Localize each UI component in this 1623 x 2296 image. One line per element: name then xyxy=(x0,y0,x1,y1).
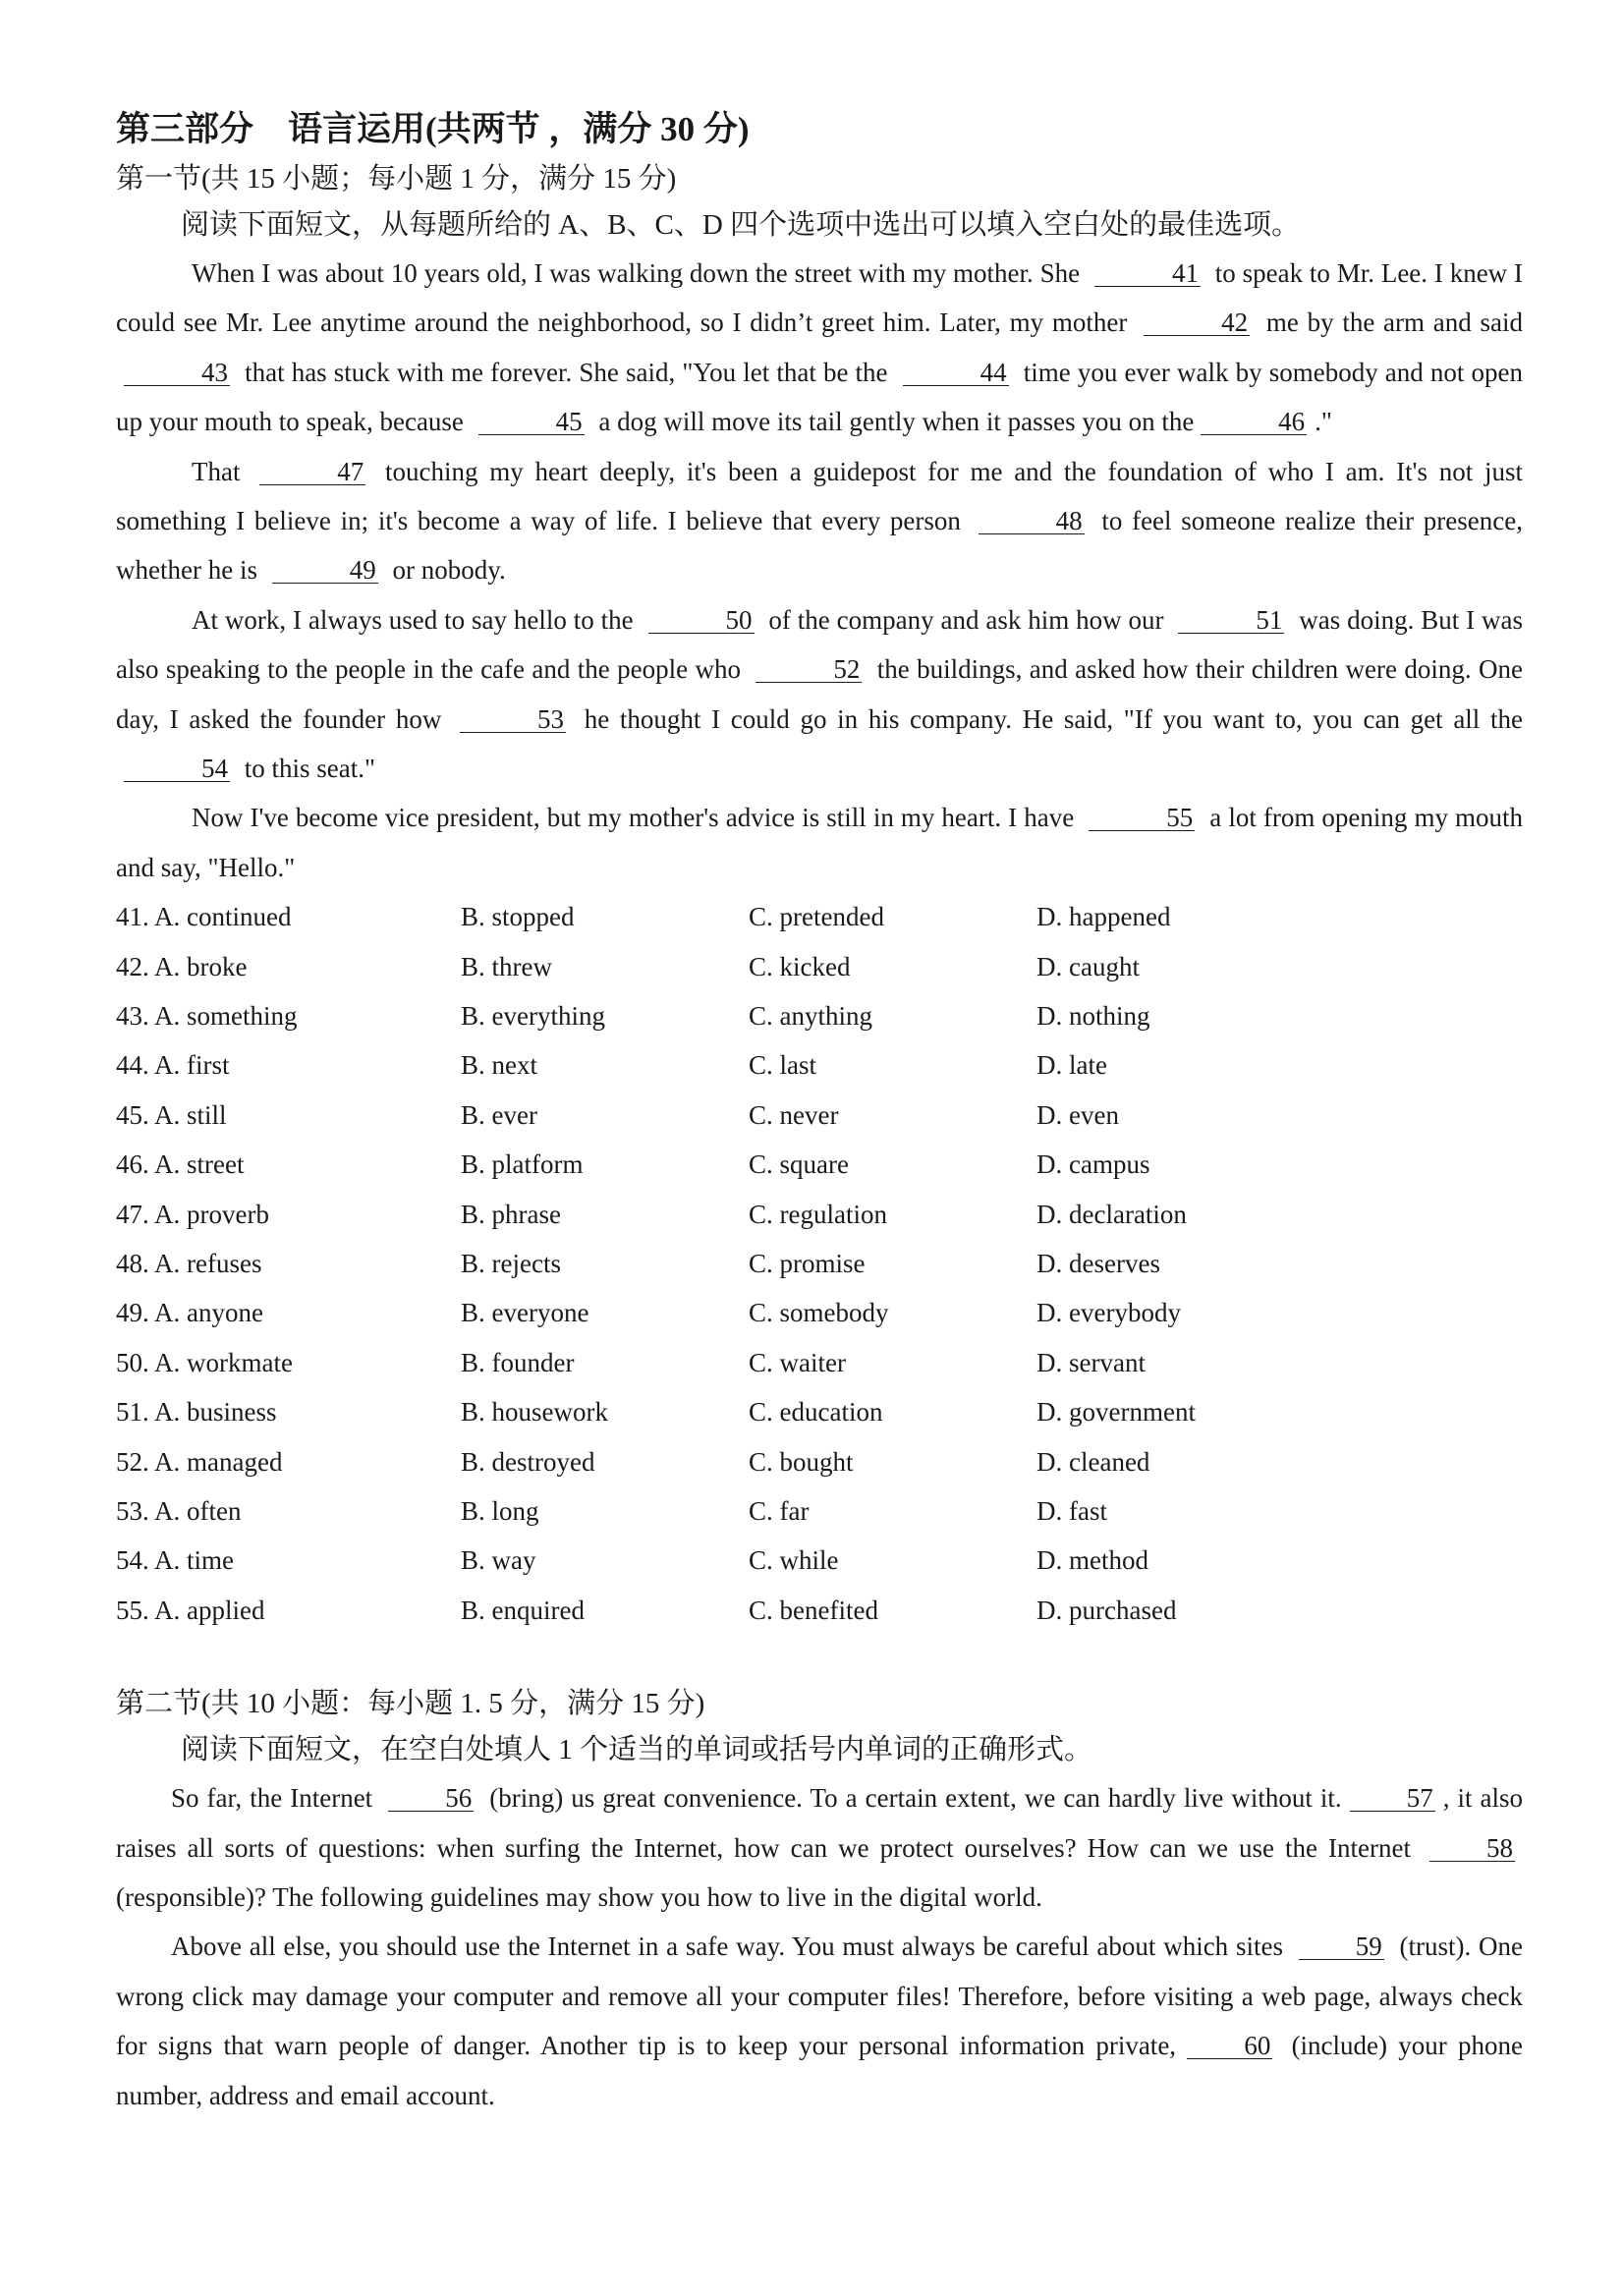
option-a: 45. A. still xyxy=(116,1099,227,1130)
passage-text: he thought I could go in his company. He said, "If you want to, you can get all the xyxy=(574,703,1523,734)
blank-41: 41 xyxy=(1094,260,1201,287)
passage-paragraph xyxy=(116,447,1523,595)
option-d: D. everybody xyxy=(1036,1298,1181,1328)
option-row xyxy=(116,991,1523,1040)
passage-text: a lot from opening my mouth and say, "Hello." xyxy=(116,803,1523,882)
passage-text: At work, I always used to say hello to the xyxy=(192,604,641,635)
option-d: D. nothing xyxy=(1036,1001,1150,1032)
blank-49: 49 xyxy=(272,557,378,584)
passage-paragraph xyxy=(116,793,1523,892)
blank-43: 43 xyxy=(124,360,230,386)
option-b: B. founder xyxy=(461,1347,575,1377)
passage-text: of the company and ask him how our xyxy=(761,604,1171,635)
option-c: C. pretended xyxy=(749,902,884,932)
blank-52: 52 xyxy=(756,656,862,683)
passage-text: That xyxy=(192,456,252,486)
option-row xyxy=(116,1091,1523,1140)
option-d: D. cleaned xyxy=(1036,1446,1150,1477)
exam-page xyxy=(116,110,1523,2120)
passage-text: the buildings, and asked how their children were doing. One day, I asked the founder how xyxy=(116,654,1523,734)
option-row xyxy=(116,1140,1523,1189)
option-b: B. enquired xyxy=(461,1595,585,1625)
blank-56: 56 xyxy=(388,1785,474,1812)
option-row xyxy=(116,1387,1523,1436)
option-b: B. threw xyxy=(461,951,552,981)
passage-paragraph xyxy=(116,1922,1523,2120)
blank-55: 55 xyxy=(1089,805,1195,831)
section2-passage xyxy=(116,1773,1523,2120)
blank-45: 45 xyxy=(478,409,585,435)
blank-44: 44 xyxy=(903,360,1009,386)
option-b: B. everything xyxy=(461,1001,605,1032)
option-c: C. kicked xyxy=(749,951,851,981)
option-row xyxy=(116,1586,1523,1635)
option-a: 42. A. broke xyxy=(116,951,248,981)
blank-47: 47 xyxy=(259,459,365,485)
option-row xyxy=(116,942,1523,991)
blank-53: 53 xyxy=(460,706,566,733)
passage-paragraph xyxy=(116,1773,1523,1922)
option-b: B. destroyed xyxy=(461,1446,595,1477)
blank-51: 51 xyxy=(1178,607,1284,634)
passage-text: So far, the Internet xyxy=(171,1783,381,1814)
option-a: 50. A. workmate xyxy=(116,1347,293,1377)
section1-options xyxy=(116,892,1523,1635)
passage-text: or nobody. xyxy=(385,555,506,586)
option-a: 55. A. applied xyxy=(116,1595,265,1625)
option-a: 53. A. often xyxy=(116,1495,242,1526)
option-d: D. fast xyxy=(1036,1495,1107,1526)
option-a: 51. A. business xyxy=(116,1397,277,1428)
option-a: 44. A. first xyxy=(116,1050,230,1081)
option-row xyxy=(116,1536,1523,1585)
option-row xyxy=(116,892,1523,941)
option-d: D. government xyxy=(1036,1397,1196,1428)
section1-heading: 第一节(共 15 小题；每小题 1 分，满分 15 分) xyxy=(116,163,677,195)
option-c: C. promise xyxy=(749,1249,866,1279)
option-a: 46. A. street xyxy=(116,1149,245,1180)
blank-60: 60 xyxy=(1187,2033,1272,2059)
option-b: B. rejects xyxy=(461,1249,561,1279)
blank-54: 54 xyxy=(124,756,230,782)
passage-text: to this seat." xyxy=(238,754,376,784)
passage-paragraph xyxy=(116,595,1523,794)
passage-text: , it also raises all sorts of questions: when surfing the Internet, how can we protect ourselves? How can we use the Internet xyxy=(116,1783,1523,1863)
passage-text: a dog will move its tail gently when it passes you on the xyxy=(591,407,1202,437)
option-a: 48. A. refuses xyxy=(116,1249,262,1279)
option-c: C. somebody xyxy=(749,1298,889,1328)
option-c: C. education xyxy=(749,1397,883,1428)
part-title: 第三部分 语言运用(共两节 ，满分 30 分) xyxy=(116,110,750,148)
passage-text: (include) your phone number, address and email account. xyxy=(116,2031,1524,2110)
option-b: B. platform xyxy=(461,1149,584,1180)
option-row xyxy=(116,1190,1523,1239)
option-d: D. campus xyxy=(1036,1149,1150,1180)
option-a: 41. A. continued xyxy=(116,902,292,932)
option-b: B. phrase xyxy=(461,1199,561,1229)
section1-passage xyxy=(116,249,1523,892)
passage-paragraph xyxy=(116,249,1523,447)
passage-text: (trust). One wrong click may damage your computer and remove all your computer files! Therefore, before visiting a web page, always check for signs that warn people of danger. Another tip is to keep your personal information private, xyxy=(116,1932,1524,2061)
option-a: 54. A. time xyxy=(116,1545,234,1576)
passage-text: Above all else, you should use the Internet in a safe way. You must always be careful about which sites xyxy=(171,1932,1291,1962)
option-a: 52. A. managed xyxy=(116,1446,283,1477)
option-d: D. deserves xyxy=(1036,1249,1160,1279)
passage-text: me by the arm and said xyxy=(1258,308,1523,338)
option-c: C. bought xyxy=(749,1446,854,1477)
option-d: D. method xyxy=(1036,1545,1148,1576)
blank-46: 46 xyxy=(1201,409,1307,435)
option-b: B. way xyxy=(461,1545,536,1576)
passage-text: that has stuck with me forever. She said, "You let that be the xyxy=(238,357,895,387)
option-b: B. long xyxy=(461,1495,539,1526)
option-row xyxy=(116,1338,1523,1387)
option-d: D. caught xyxy=(1036,951,1140,981)
option-a: 47. A. proverb xyxy=(116,1199,269,1229)
option-d: D. servant xyxy=(1036,1347,1146,1377)
passage-text: to feel someone realize their presence, whether he is xyxy=(116,506,1523,586)
option-d: D. purchased xyxy=(1036,1595,1177,1625)
option-row xyxy=(116,1437,1523,1486)
passage-text: (responsible)? The following guidelines may show you how to live in the digital world. xyxy=(116,1881,1042,1912)
option-c: C. square xyxy=(749,1149,849,1180)
option-c: C. never xyxy=(749,1099,839,1130)
option-row xyxy=(116,1239,1523,1288)
option-c: C. last xyxy=(749,1050,817,1081)
option-b: B. stopped xyxy=(461,902,575,932)
option-d: D. even xyxy=(1036,1099,1119,1130)
blank-57: 57 xyxy=(1350,1785,1435,1812)
option-c: C. far xyxy=(749,1495,810,1526)
passage-text: ." xyxy=(1315,407,1332,437)
option-row xyxy=(116,1040,1523,1090)
passage-text: time you ever walk by somebody and not open up your mouth to speak, because xyxy=(116,357,1523,437)
option-d: D. happened xyxy=(1036,902,1171,932)
blank-42: 42 xyxy=(1144,309,1250,336)
blank-58: 58 xyxy=(1429,1835,1515,1862)
passage-text: When I was about 10 years old, I was walking down the street with my mother. She xyxy=(192,258,1087,288)
option-a: 49. A. anyone xyxy=(116,1298,263,1328)
option-d: D. late xyxy=(1036,1050,1107,1081)
option-c: C. while xyxy=(749,1545,839,1576)
option-b: B. everyone xyxy=(461,1298,589,1328)
option-d: D. declaration xyxy=(1036,1199,1187,1229)
passage-text: was doing. But I was also speaking to the people in the cafe and the people who xyxy=(116,604,1524,685)
section2-instruction: 阅读下面短文，在空白处填人 1 个适当的单词或括号内单词的正确形式。 xyxy=(181,1734,1093,1766)
option-a: 43. A. something xyxy=(116,1001,298,1032)
option-b: B. housework xyxy=(461,1397,608,1428)
passage-text: touching my heart deeply, it's been a guidepost for me and the foundation of who I am. It's not just something I believe in; it's become a way of life. I believe that every person xyxy=(116,456,1523,536)
option-c: C. anything xyxy=(749,1001,872,1032)
passage-text: to speak to Mr. Lee. I knew I could see Mr. Lee anytime around the neighborhood, so I didn’t greet him. Later, my mother xyxy=(116,258,1523,338)
option-c: C. regulation xyxy=(749,1199,887,1229)
option-b: B. next xyxy=(461,1050,537,1081)
blank-59: 59 xyxy=(1299,1933,1384,1960)
blank-48: 48 xyxy=(979,508,1085,534)
option-row xyxy=(116,1288,1523,1337)
section2-heading: 第二节(共 10 小题：每小题 1. 5 分，满分 15 分) xyxy=(116,1688,705,1720)
passage-text: (bring) us great convenience. To a certain extent, we can hardly live without it. xyxy=(481,1783,1350,1814)
option-c: C. benefited xyxy=(749,1595,878,1625)
option-c: C. waiter xyxy=(749,1347,846,1377)
passage-text: Now I've become vice president, but my mother's advice is still in my heart. I have xyxy=(192,803,1082,833)
option-row xyxy=(116,1486,1523,1536)
blank-50: 50 xyxy=(648,607,755,634)
section1-instruction: 阅读下面短文，从每题所给的 A、B、C、D 四个选项中选出可以填入空白处的最佳选项。 xyxy=(181,209,1301,241)
option-b: B. ever xyxy=(461,1099,537,1130)
